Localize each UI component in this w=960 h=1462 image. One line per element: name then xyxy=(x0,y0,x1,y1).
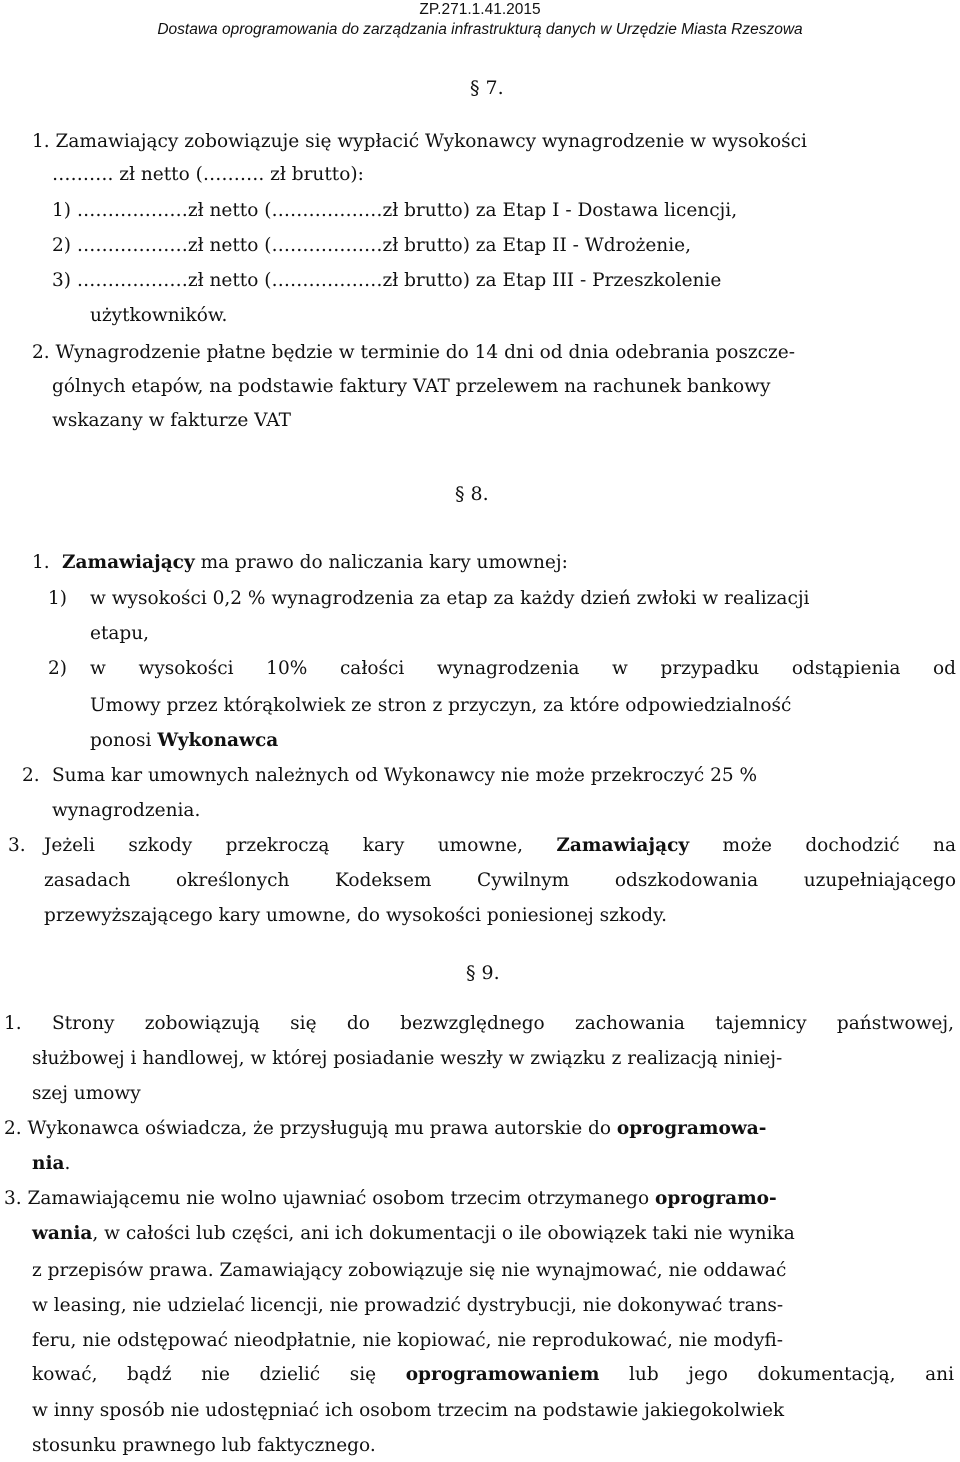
s8-p2-line-1: Suma kar umownych należnych od Wykonawcy nie może przekroczyć 25 % xyxy=(52,765,758,786)
s8-list-2-line-2: Umowy przez którąkolwiek ze stron z przyczyn, za które odpowiedzialność xyxy=(90,695,792,716)
s8-list-1-number: 1) xyxy=(48,588,67,609)
s8-list-2-line-1: w wysokości 10% całości wynagrodzenia w przypadku odstąpienia od xyxy=(90,658,956,679)
s9-p3-line-7: w inny sposób nie udostępniać ich osobom trzecim na podstawie jakiegokolwiek xyxy=(32,1400,785,1421)
s7-line-8: gólnych etapów, na podstawie faktury VAT przelewem na rachunek bankowy xyxy=(52,376,771,397)
s7-line-5: 3) ………………zł netto (………………zł brutto) za Etap III - Przeszkolenie xyxy=(52,270,722,291)
s9-p3-line-8: stosunku prawnego lub faktycznego. xyxy=(32,1435,376,1456)
s8-p3-line-1: Jeżeli szkody przekroczą kary umowne, Zamawiający może dochodzić na xyxy=(44,835,956,856)
s7-line-3: 1) ………………zł netto (………………zł brutto) za Etap I - Dostawa licencji, xyxy=(52,200,738,221)
s7-line-2: ………. zł netto (………. zł brutto): xyxy=(52,164,364,185)
document-title: Dostawa oprogramowania do zarządzania infrastrukturą danych w Urzędzie Miasta Rzeszowa xyxy=(157,21,803,38)
s7-line-4: 2) ………………zł netto (………………zł brutto) za Etap II - Wdrożenie, xyxy=(52,235,691,256)
s9-p2-line-1: 2. Wykonawca oświadcza, że przysługują mu prawa autorskie do oprogramowa- xyxy=(4,1118,767,1139)
s9-p3-line-1: 3. Zamawiającemu nie wolno ujawniać osobom trzecim otrzymanego oprogramo- xyxy=(4,1188,777,1209)
s8-p3-number: 3. xyxy=(8,835,26,856)
s9-p2-line-2: nia. xyxy=(32,1153,71,1174)
s9-p3-line-4: w leasing, nie udzielać licencji, nie prowadzić dystrybucji, nie dokonywać trans- xyxy=(32,1295,784,1316)
document-code: ZP.271.1.41.2015 xyxy=(419,1,541,18)
s8-list-2-number: 2) xyxy=(48,658,67,679)
s7-line-1: 1. Zamawiający zobowiązuje się wypłacić Wykonawcy wynagrodzenie w wysokości xyxy=(32,131,807,152)
s9-p3-line-5: feru, nie odstępować nieodpłatnie, nie kopiować, nie reprodukować, nie modyfi- xyxy=(32,1330,784,1351)
s9-p1-line-2: służbowej i handlowej, w której posiadanie weszły w związku z realizacją niniej- xyxy=(32,1048,783,1069)
s8-p1-number: 1. xyxy=(32,552,50,573)
s8-p2-line-2: wynagrodzenia. xyxy=(52,800,201,821)
s9-p1-line-3: szej umowy xyxy=(32,1083,141,1104)
s9-p3-line-6: kować, bądź nie dzielić się oprogramowaniem lub jego dokumentacją, ani xyxy=(32,1364,954,1385)
s9-p3-line-2: wania, w całości lub części, ani ich dokumentacji o ile obowiązek taki nie wynika xyxy=(32,1223,795,1244)
s8-p3-line-3: przewyższającego kary umowne, do wysokości poniesionej szkody. xyxy=(44,905,667,926)
s8-p3-line-2: zasadach określonych Kodeksem Cywilnym odszkodowania uzupełniającego xyxy=(44,870,956,891)
s7-line-6: użytkowników. xyxy=(90,305,228,326)
section-7-heading: § 7. xyxy=(470,77,504,99)
s9-p3-line-3: z przepisów prawa. Zamawiający zobowiązuje się nie wynajmować, nie oddawać xyxy=(32,1260,787,1281)
s9-p1-line-1: 1. Strony zobowiązują się do bezwzględnego zachowania tajemnicy państwowej, xyxy=(4,1013,954,1034)
s7-line-7: 2. Wynagrodzenie płatne będzie w terminie do 14 dni od dnia odebrania poszcze- xyxy=(32,342,795,363)
s8-list-2-line-3: ponosi Wykonawca xyxy=(90,730,279,751)
s7-line-9: wskazany w fakturze VAT xyxy=(52,410,291,431)
section-8-heading: § 8. xyxy=(455,483,489,505)
s8-list-1-line-1: w wysokości 0,2 % wynagrodzenia za etap za każdy dzień zwłoki w realizacji xyxy=(90,588,810,609)
s8-p1-text: Zamawiający ma prawo do naliczania kary umownej: xyxy=(62,552,568,573)
s8-list-1-line-2: etapu, xyxy=(90,623,150,644)
s8-p2-number: 2. xyxy=(22,765,40,786)
section-9-heading: § 9. xyxy=(466,962,500,984)
